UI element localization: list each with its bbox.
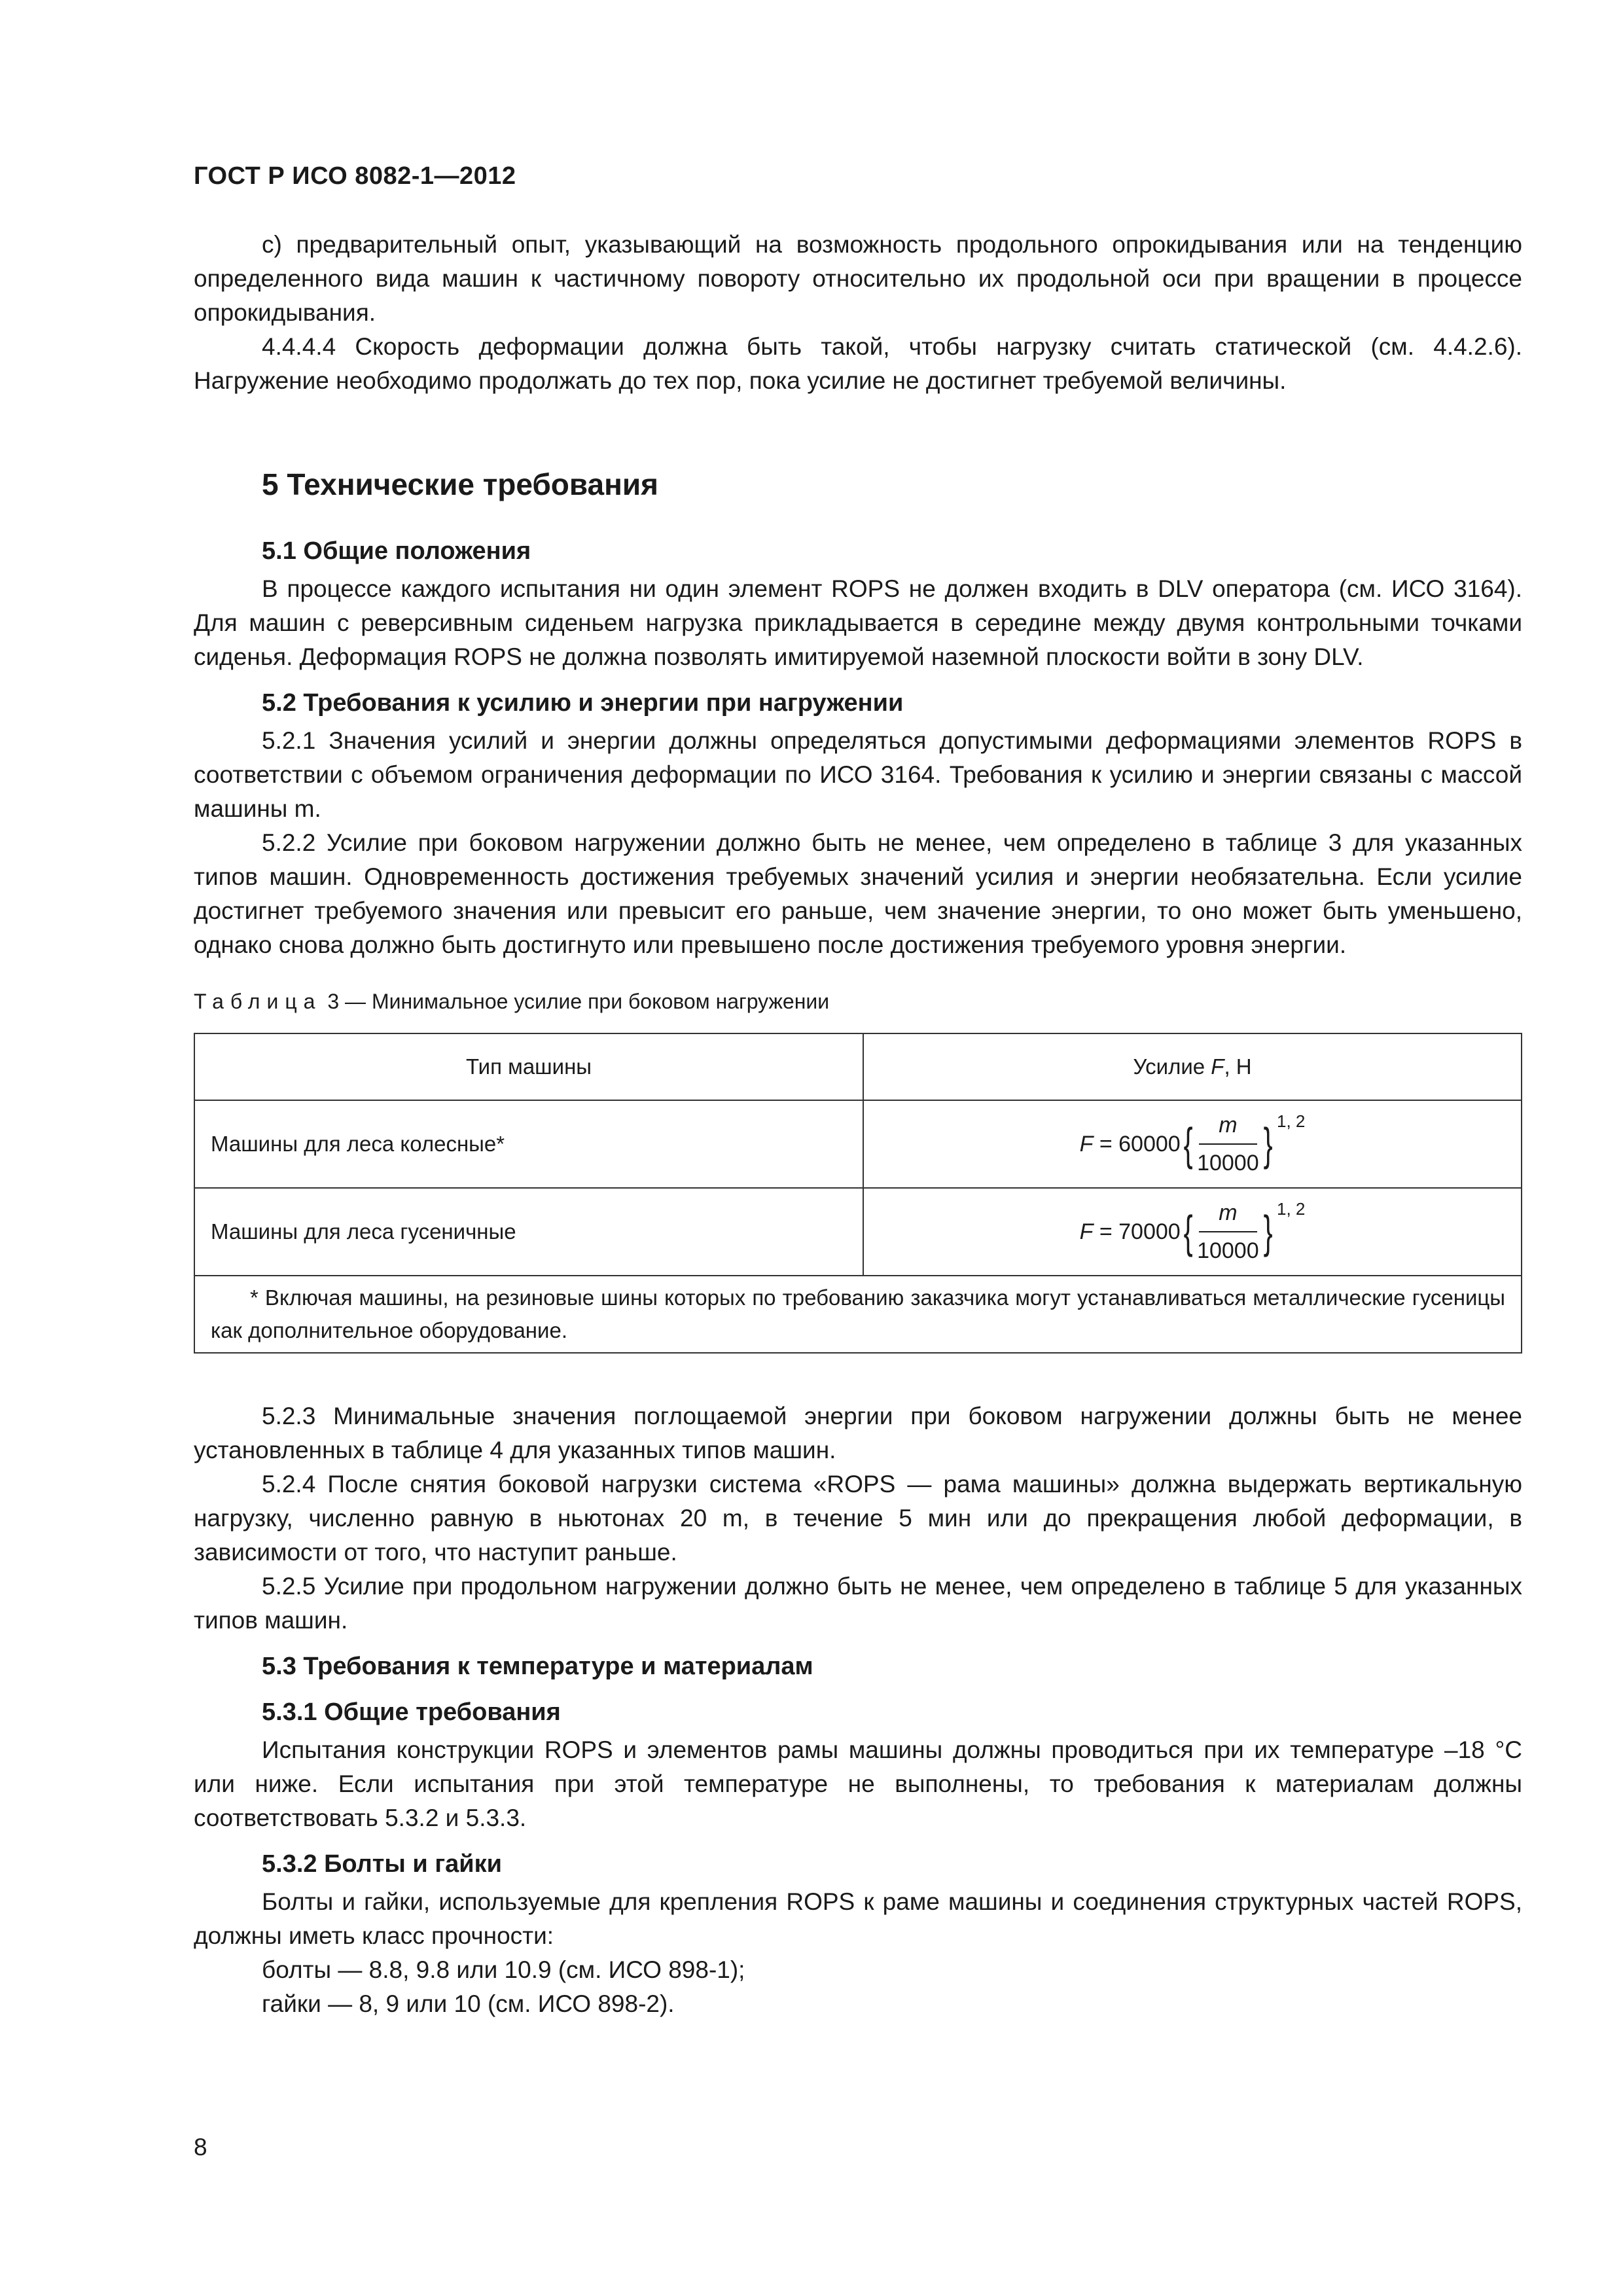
fraction — [1197, 1196, 1259, 1268]
bolts-line: болты — 8.8, 9.8 или 10.9 (см. ИСО 898-1); — [262, 1956, 745, 1983]
formula-exponent: 1, 2 — [1277, 1111, 1306, 1131]
formula-var: F — [1079, 1219, 1094, 1244]
fraction-numerator: m — [1199, 1196, 1257, 1232]
fraction-denominator: 10000 — [1197, 1238, 1259, 1263]
table-caption — [194, 984, 1522, 1018]
paragraph-5-2-1: 5.2.1 Значения усилий и энергии должны определяться допустимыми деформациями элементов ROPS в соответствии с объемом ограничения деформации по ИСО 3164. Требования к усилию и энергии связаны с массой машины m. — [194, 727, 1522, 822]
section-title: 5 Технические требования — [262, 467, 658, 501]
table-caption-text: 3 — Минимальное усилие при боковом нагружении — [327, 990, 830, 1013]
page-number: 8 — [194, 2134, 207, 2161]
document-header: ГОСТ Р ИСО 8082-1—2012 — [194, 162, 516, 190]
fraction — [1197, 1108, 1259, 1180]
after-table-block — [194, 1399, 1522, 2021]
footnote-text: * Включая машины, на резиновые шины которых по требованию заказчика могут устанавливаться металлические гусеницы как дополнительное оборудование. — [211, 1285, 1505, 1342]
paragraph-c: c) предварительный опыт, указывающий на возможность продольного опрокидывания или на тенденцию определенного вида машин к частичному повороту относительно их продольной оси при вращении в процессе опрокидывания. — [194, 231, 1522, 326]
formula-exponent: 1, 2 — [1277, 1199, 1306, 1219]
paragraph-5-2-5: 5.2.5 Усилие при продольном нагружении должно быть не менее, чем определено в таблице 5 для указанных типов машин. — [194, 1573, 1522, 1634]
formula-coef: = 70000 — [1099, 1219, 1181, 1244]
force-header-var: F — [1211, 1054, 1224, 1079]
machine-type-cell: Машины для леса гусеничные — [194, 1188, 863, 1276]
table-3 — [194, 1033, 1522, 1354]
table-header-row — [194, 1033, 1522, 1100]
force-formula — [880, 1196, 1505, 1268]
subsection-5-2-title: 5.2 Требования к усилию и энергии при нагружении — [262, 689, 904, 717]
table-header-force — [863, 1033, 1522, 1100]
fraction-denominator: 10000 — [1197, 1151, 1259, 1175]
force-header-prefix: Усилие — [1133, 1054, 1211, 1079]
subsection-5-1-title: 5.1 Общие положения — [262, 537, 531, 565]
nuts-line: гайки — 8, 9 или 10 (см. ИСО 898-2). — [262, 1990, 675, 2017]
formula-cell — [863, 1188, 1522, 1276]
table-header-machine-type: Тип машины — [194, 1033, 863, 1100]
subsection-5-3-1-title: 5.3.1 Общие требования — [262, 1698, 561, 1726]
table-footnote-row — [194, 1276, 1522, 1353]
formula-var: F — [1079, 1132, 1094, 1157]
subsection-5-3-title: 5.3 Требования к температуре и материалам — [262, 1653, 813, 1680]
left-brace-icon: { — [1183, 1206, 1193, 1257]
table-row — [194, 1100, 1522, 1188]
machine-type-cell: Машины для леса колесные* — [194, 1100, 863, 1188]
force-header-suffix: , Н — [1224, 1054, 1252, 1079]
formula-cell — [863, 1100, 1522, 1188]
table-row — [194, 1188, 1522, 1276]
right-brace-icon: } — [1263, 1206, 1273, 1257]
right-brace-icon: } — [1263, 1119, 1273, 1170]
fraction-numerator: m — [1199, 1108, 1257, 1145]
subsection-5-3-2-title: 5.3.2 Болты и гайки — [262, 1850, 503, 1878]
paragraph-5-1: В процессе каждого испытания ни один элемент ROPS не должен входить в DLV оператора (см. ИСО 3164). Для машин с реверсивным сиденьем нагрузка прикладывается в середине между двумя контрольными точками сиденья. Деформация ROPS не должна позволять имитируемой наземной плоскости войти в зону DLV. — [194, 575, 1522, 670]
paragraph-5-3-2: Болты и гайки, используемые для крепления ROPS к раме машины и соединения структурных частей ROPS, должны иметь класс прочности: — [194, 1888, 1522, 1949]
paragraph-5-2-3: 5.2.3 Минимальные значения поглощаемой энергии при боковом нагружении должны быть не менее установленных в таблице 4 для указанных типов машин. — [194, 1403, 1522, 1463]
paragraph-4-4-4-4: 4.4.4.4 Скорость деформации должна быть такой, чтобы нагрузку считать статической (см. 4.4.2.6). Нагружение необходимо продолжать до тех пор, пока усилие не достигнет требуемой величины. — [194, 333, 1522, 394]
paragraph-5-2-2: 5.2.2 Усилие при боковом нагружении должно быть не менее, чем определено в таблице 3 для указанных типов машин. Одновременность достижения требуемых значений усилия и энергии необязательна. Если усилие достигнет требуемого значения или превысит его раньше, чем значение энергии, то оно может быть уменьшено, однако снова должно быть достигнуто или превышено после достижения требуемого уровня энергии. — [194, 829, 1522, 958]
table-caption-word: Таблица — [194, 990, 322, 1013]
page-content — [194, 228, 1522, 2021]
formula-coef: = 60000 — [1099, 1132, 1181, 1157]
paragraph-5-3-1: Испытания конструкции ROPS и элементов рамы машины должны проводиться при их температуре –18 °С или ниже. Если испытания при этой температуре не выполнены, то требования к материалам должны соответствовать 5.3.2 и 5.3.3. — [194, 1736, 1522, 1831]
table-footnote — [194, 1276, 1522, 1353]
paragraph-5-2-4: 5.2.4 После снятия боковой нагрузки система «ROPS — рама машины» должна выдержать вертикальную нагрузку, численно равную в ньютонах 20 m, в течение 5 мин или до прекращения любой деформации, в зависимости от того, что наступит раньше. — [194, 1471, 1522, 1566]
left-brace-icon: { — [1183, 1119, 1193, 1170]
force-formula — [880, 1108, 1505, 1180]
